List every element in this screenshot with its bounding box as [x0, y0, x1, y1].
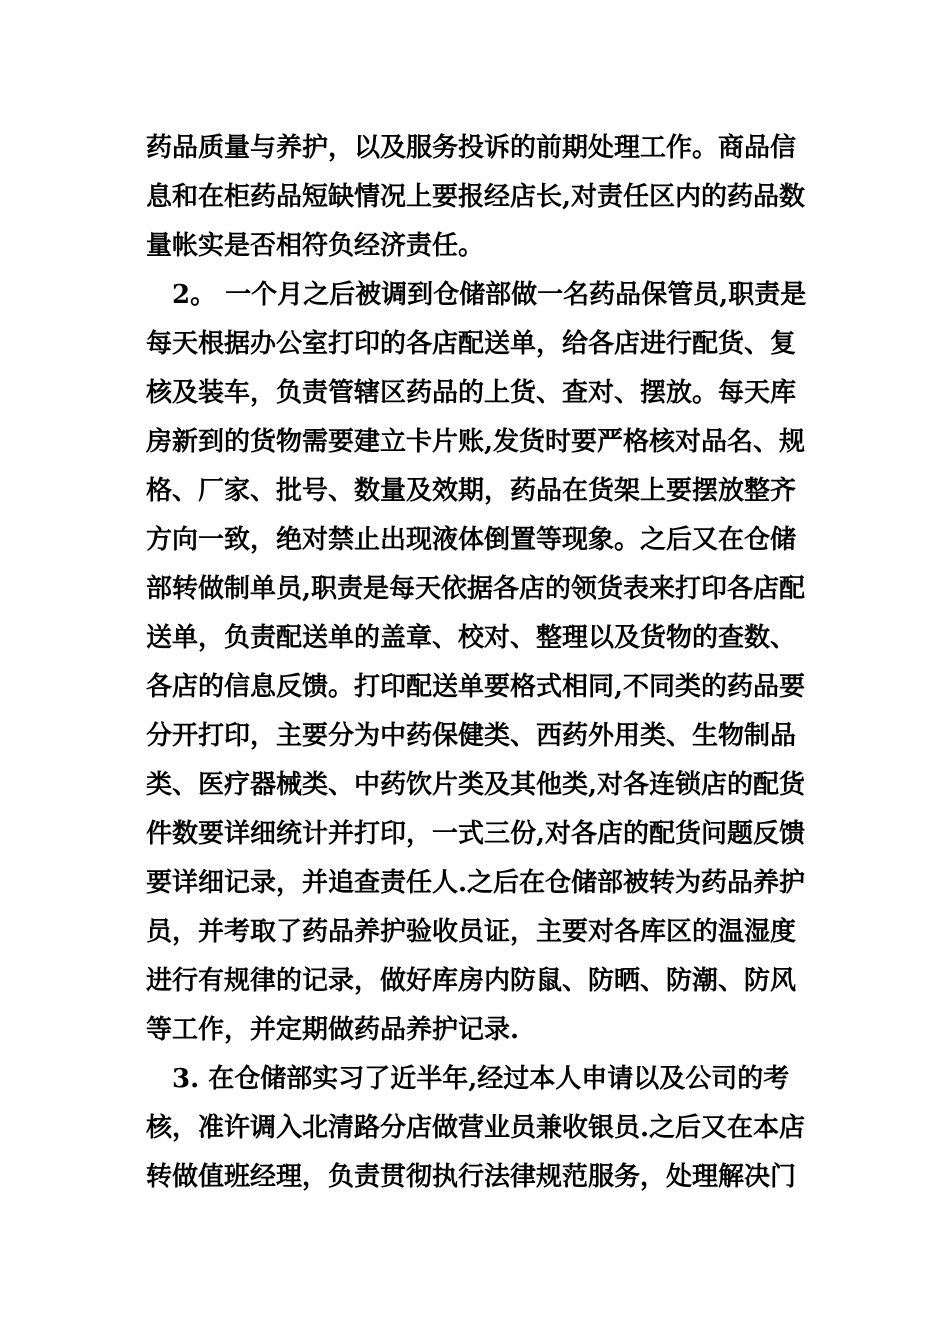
text-line-1: 药品质量与养护，以及服务投诉的前期处理工作。商品信 — [146, 133, 797, 163]
text-line-22: 转做值班经理，负责贯彻执行法律规范服务，处理解决门 — [146, 1162, 797, 1192]
text-line-13: 分开打印，主要分为中药保健类、西药外用类、生物制品 — [146, 721, 797, 751]
text-line-16: 要详细记录，并追查责任人.之后在仓储部被转为药品养护 — [146, 868, 806, 898]
text-line-9: 方向一致，绝对禁止出现液体倒置等现象。之后又在仓储 — [146, 525, 797, 555]
text-line-10: 部转做制单员,职责是每天依据各店的领货表来打印各店配 — [146, 574, 806, 604]
text-line-11: 送单，负责配送单的盖章、校对、整理以及货物的查数、 — [146, 623, 797, 653]
text-line-12: 各店的信息反馈。打印配送单要格式相同,不同类的药品要 — [146, 672, 806, 702]
text-line-18: 进行有规律的记录，做好库房内防鼠、防晒、防潮、防风 — [146, 966, 797, 996]
text-line-17: 员，并考取了药品养护验收员证，主要对各库区的温湿度 — [146, 917, 797, 947]
text-line-2: 息和在柜药品短缺情况上要报经店长,对责任区内的药品数 — [146, 182, 806, 212]
text-line-7: 房新到的货物需要建立卡片账,发货时要严格核对品名、规 — [146, 427, 806, 457]
text-line-20: 3. 在仓储部实习了近半年,经过本人申请以及公司的考 — [172, 1064, 790, 1094]
text-line-8: 格、厂家、批号、数量及效期，药品在货架上要摆放整齐 — [146, 476, 797, 506]
text-line-19: 等工作，并定期做药品养护记录. — [146, 1015, 520, 1045]
text-line-14: 类、医疗器械类、中药饮片类及其他类,对各连锁店的配货 — [146, 770, 806, 800]
text-line-6: 核及装车，负责管辖区药品的上货、查对、摆放。每天库 — [146, 378, 797, 408]
body-text — [146, 124, 816, 1202]
text-line-5: 每天根据办公室打印的各店配送单，给各店进行配货、复 — [146, 329, 797, 359]
text-line-21: 核，准许调入北清路分店做营业员兼收银员.之后又在本店 — [146, 1113, 806, 1143]
text-line-4: 2。 一个月之后被调到仓储部做一名药品保管员,职责是 — [172, 280, 807, 310]
text-line-15: 件数要详细统计并打印，一式三份,对各店的配货问题反馈 — [146, 819, 806, 849]
text-line-3: 量帐实是否相符负经济责任。 — [146, 231, 485, 261]
